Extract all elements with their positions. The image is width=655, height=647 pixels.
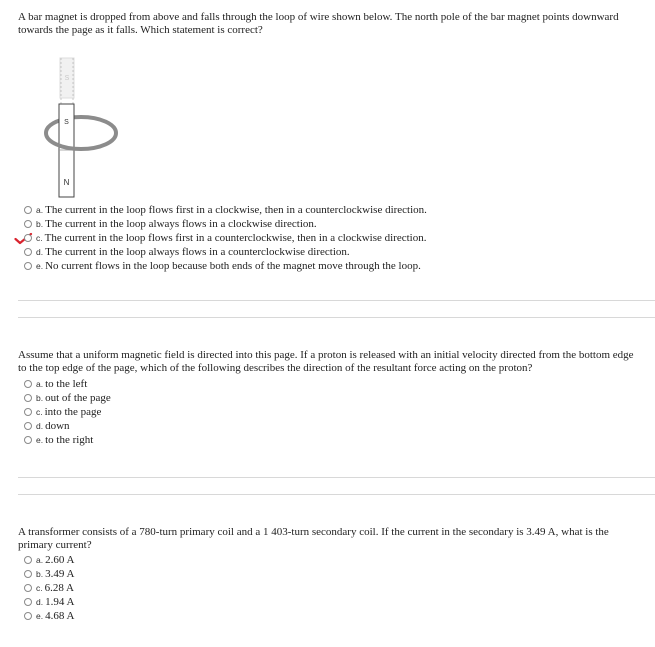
option-text: down — [45, 420, 70, 432]
option-text: to the left — [45, 378, 88, 390]
radio-button[interactable] — [24, 380, 32, 388]
q2-option-d[interactable]: d. down — [24, 419, 111, 433]
q3-option-b[interactable]: b. 3.49 A — [24, 567, 74, 581]
option-text: The current in the loop flows first in a counterclockwise, then in a clockwise direction. — [44, 232, 427, 244]
q1-option-a[interactable]: a. The current in the loop flows first in a clockwise, then in a counterclockwise direction. — [24, 203, 427, 217]
q3-option-d[interactable]: d. 1.94 A — [24, 595, 74, 609]
option-text: 2.60 A — [45, 554, 75, 566]
radio-button[interactable] — [24, 612, 32, 620]
q2-option-e[interactable]: e. to the right — [24, 433, 111, 447]
q3-option-e[interactable]: e. 4.68 A — [24, 609, 74, 623]
radio-button[interactable] — [24, 598, 32, 606]
radio-button[interactable] — [24, 394, 32, 402]
divider — [18, 494, 655, 495]
wire-loop-front — [46, 133, 116, 149]
q1-option-b[interactable]: b. The current in the loop always flows in a clockwise direction. — [24, 217, 427, 231]
magnet-loop-figure — [44, 54, 144, 200]
q3-option-c[interactable]: c. 6.28 A — [24, 581, 74, 595]
question-3-options — [24, 553, 74, 623]
radio-button[interactable] — [24, 408, 32, 416]
q1-option-c[interactable]: c. The current in the loop flows first in a counterclockwise, then in a clockwise direction. — [24, 231, 427, 245]
radio-button[interactable] — [24, 234, 32, 242]
option-text: into the page — [44, 406, 102, 418]
q2-option-a[interactable]: a. to the left — [24, 377, 111, 391]
option-text: 6.28 A — [44, 582, 74, 594]
option-text: 1.94 A — [45, 596, 75, 608]
question-1-options — [24, 203, 427, 273]
radio-button[interactable] — [24, 436, 32, 444]
radio-button[interactable] — [24, 248, 32, 256]
ghost-magnet-label: S — [64, 75, 70, 82]
q2-option-c[interactable]: c. into the page — [24, 405, 111, 419]
radio-button[interactable] — [24, 556, 32, 564]
wire-loop-back — [46, 117, 116, 133]
divider — [18, 300, 655, 301]
option-text: The current in the loop always flows in a counterclockwise direction. — [45, 246, 350, 258]
q1-option-e[interactable]: e. No current flows in the loop because both ends of the magnet move through the loop. — [24, 259, 427, 273]
radio-button[interactable] — [24, 220, 32, 228]
radio-button[interactable] — [24, 584, 32, 592]
option-text: 4.68 A — [45, 610, 75, 622]
option-text: 3.49 A — [45, 568, 75, 580]
question-1-prompt: A bar magnet is dropped from above and falls through the loop of wire shown below. The north pole of the bar magnet points downward towards the page as it falls. Which statement is correct? — [18, 11, 619, 36]
radio-button[interactable] — [24, 422, 32, 430]
option-text: No current flows in the loop because both ends of the magnet move through the loop. — [45, 260, 421, 272]
radio-button[interactable] — [24, 262, 32, 270]
question-2-options — [24, 377, 111, 447]
question-2-prompt: Assume that a uniform magnetic field is directed into this page. If a proton is released with an initial velocity directed from the bottom edge to the top edge of the page, which of the following describes the direction of the resultant force acting on the proton? — [18, 349, 634, 374]
magnet-north-label: N — [63, 178, 70, 187]
q1-option-d[interactable]: d. The current in the loop always flows in a counterclockwise direction. — [24, 245, 427, 259]
option-text: The current in the loop flows first in a clockwise, then in a counterclockwise direction. — [45, 204, 427, 216]
option-text: out of the page — [45, 392, 111, 404]
divider — [18, 477, 655, 478]
magnet-south-label: S — [64, 119, 69, 126]
q3-option-a[interactable]: a. 2.60 A — [24, 553, 74, 567]
option-text: The current in the loop always flows in a clockwise direction. — [45, 218, 317, 230]
q2-option-b[interactable]: b. out of the page — [24, 391, 111, 405]
radio-button[interactable] — [24, 570, 32, 578]
divider — [18, 317, 655, 318]
option-text: to the right — [45, 434, 94, 446]
question-3-prompt: A transformer consists of a 780-turn primary coil and a 1 403-turn secondary coil. If the current in the secondary is 3.49 A, what is the primary current? — [18, 526, 609, 551]
radio-button[interactable] — [24, 206, 32, 214]
